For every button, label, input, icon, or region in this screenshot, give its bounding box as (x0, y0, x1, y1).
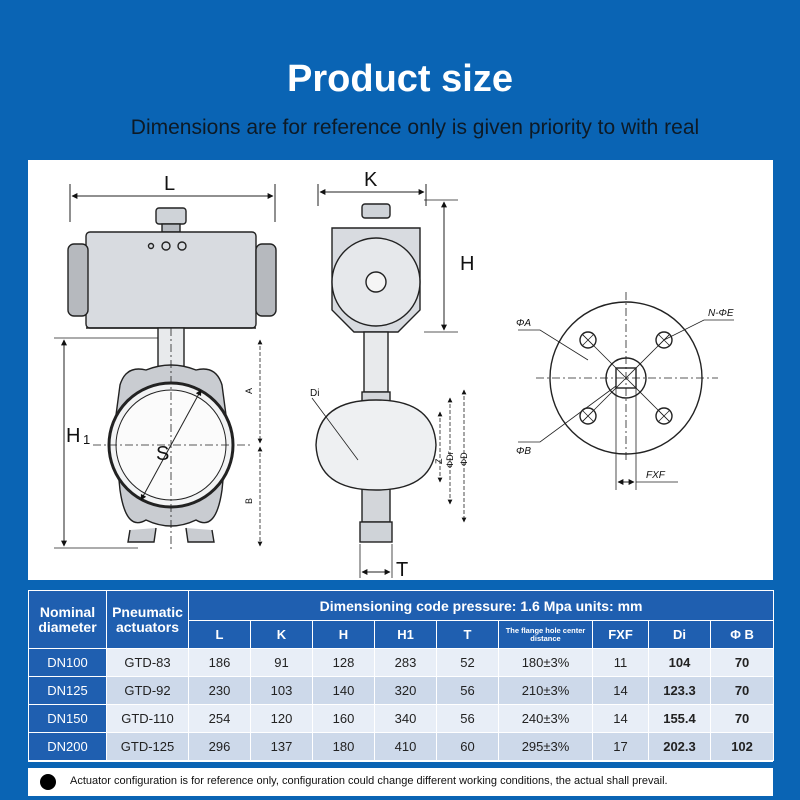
label-Di: Di (310, 388, 320, 399)
cell-nominal: DN150 (29, 705, 107, 733)
col-header-H1: H1 (375, 621, 437, 649)
cell-H: 140 (313, 677, 375, 705)
cell-flange-distance: 240±3% (499, 705, 593, 733)
label-PhiB: ΦB (516, 446, 532, 457)
col-header-T: T (437, 621, 499, 649)
cell-FXF: 17 (593, 733, 649, 761)
cell-Di: 155.4 (649, 705, 711, 733)
label-L: L (164, 173, 176, 195)
cell-flange-distance: 210±3% (499, 677, 593, 705)
cell-FXF: 14 (593, 705, 649, 733)
bullet-icon (40, 774, 56, 790)
cell-L: 296 (189, 733, 251, 761)
label-PhiD: ΦD (459, 452, 469, 466)
cell-L: 230 (189, 677, 251, 705)
label-FXF: FXF (646, 470, 665, 481)
label-B: B (244, 497, 254, 504)
cell-actuator: GTD-92 (107, 677, 189, 705)
cell-K: 91 (251, 649, 313, 677)
label-PhiA: ΦA (516, 318, 532, 329)
cell-FXF: 14 (593, 677, 649, 705)
cell-L: 254 (189, 705, 251, 733)
cell-K: 137 (251, 733, 313, 761)
cell-PhiB: 70 (711, 677, 774, 705)
cell-nominal: DN200 (29, 733, 107, 761)
label-S: S (156, 443, 170, 465)
side-view (312, 184, 464, 578)
cell-FXF: 11 (593, 649, 649, 677)
col-header-L: L (189, 621, 251, 649)
cell-K: 120 (251, 705, 313, 733)
flange-view (518, 292, 734, 490)
cell-flange-distance: 295±3% (499, 733, 593, 761)
cell-L: 186 (189, 649, 251, 677)
cell-PhiB: 70 (711, 649, 774, 677)
cell-nominal: DN125 (29, 677, 107, 705)
label-H1-sub: 1 (83, 432, 91, 447)
cell-H1: 410 (375, 733, 437, 761)
cell-flange-distance: 180±3% (499, 649, 593, 677)
table-row (29, 677, 774, 705)
label-NPhiE: N-ΦE (708, 308, 734, 319)
label-T: T (396, 559, 409, 580)
label-A: A (244, 387, 254, 394)
label-Z: Z (434, 458, 444, 464)
col-header-flange-hole-distance: The flange hole center distance (499, 621, 593, 649)
cell-T: 52 (437, 649, 499, 677)
header-dimensioning-code: Dimensioning code pressure: 1.6 Mpa units: mm (189, 591, 774, 621)
front-view (54, 184, 276, 552)
cell-PhiB: 102 (711, 733, 774, 761)
label-H: H (460, 253, 475, 275)
cell-T: 56 (437, 705, 499, 733)
table-row (29, 705, 774, 733)
cell-actuator: GTD-125 (107, 733, 189, 761)
label-H1: H (66, 425, 81, 447)
footnote (28, 768, 773, 796)
cell-T: 56 (437, 677, 499, 705)
cell-K: 103 (251, 677, 313, 705)
cell-H: 180 (313, 733, 375, 761)
col-header-PhiB: Φ B (711, 621, 774, 649)
cell-PhiB: 70 (711, 705, 774, 733)
cell-Di: 202.3 (649, 733, 711, 761)
label-K: K (364, 169, 378, 191)
cell-actuator: GTD-83 (107, 649, 189, 677)
col-header-K: K (251, 621, 313, 649)
valve-dimension-diagram (28, 160, 773, 580)
cell-Di: 104 (649, 649, 711, 677)
header-nominal-diameter: Nominal diameter (29, 591, 107, 649)
cell-actuator: GTD-110 (107, 705, 189, 733)
cell-nominal: DN100 (29, 649, 107, 677)
page-subtitle: Dimensions are for reference only is given priority to with real (130, 116, 700, 139)
cell-Di: 123.3 (649, 677, 711, 705)
label-PhiDr: ΦDr (445, 451, 455, 468)
technical-drawing (28, 160, 773, 580)
cell-H1: 283 (375, 649, 437, 677)
cell-H: 128 (313, 649, 375, 677)
col-header-FXF: FXF (593, 621, 649, 649)
col-header-Di: Di (649, 621, 711, 649)
page-title: Product size (287, 58, 513, 100)
cell-H: 160 (313, 705, 375, 733)
table-row (29, 649, 774, 677)
dimension-table-container (28, 590, 773, 762)
cell-T: 60 (437, 733, 499, 761)
cell-H1: 340 (375, 705, 437, 733)
cell-H1: 320 (375, 677, 437, 705)
table-row (29, 733, 774, 761)
header-pneumatic-actuators: Pneumatic actuators (107, 591, 189, 649)
footnote-text: Actuator configuration is for reference only, configuration could change different working conditions, the actual shall prevail. (70, 775, 668, 787)
dimension-table (28, 590, 774, 761)
col-header-H: H (313, 621, 375, 649)
